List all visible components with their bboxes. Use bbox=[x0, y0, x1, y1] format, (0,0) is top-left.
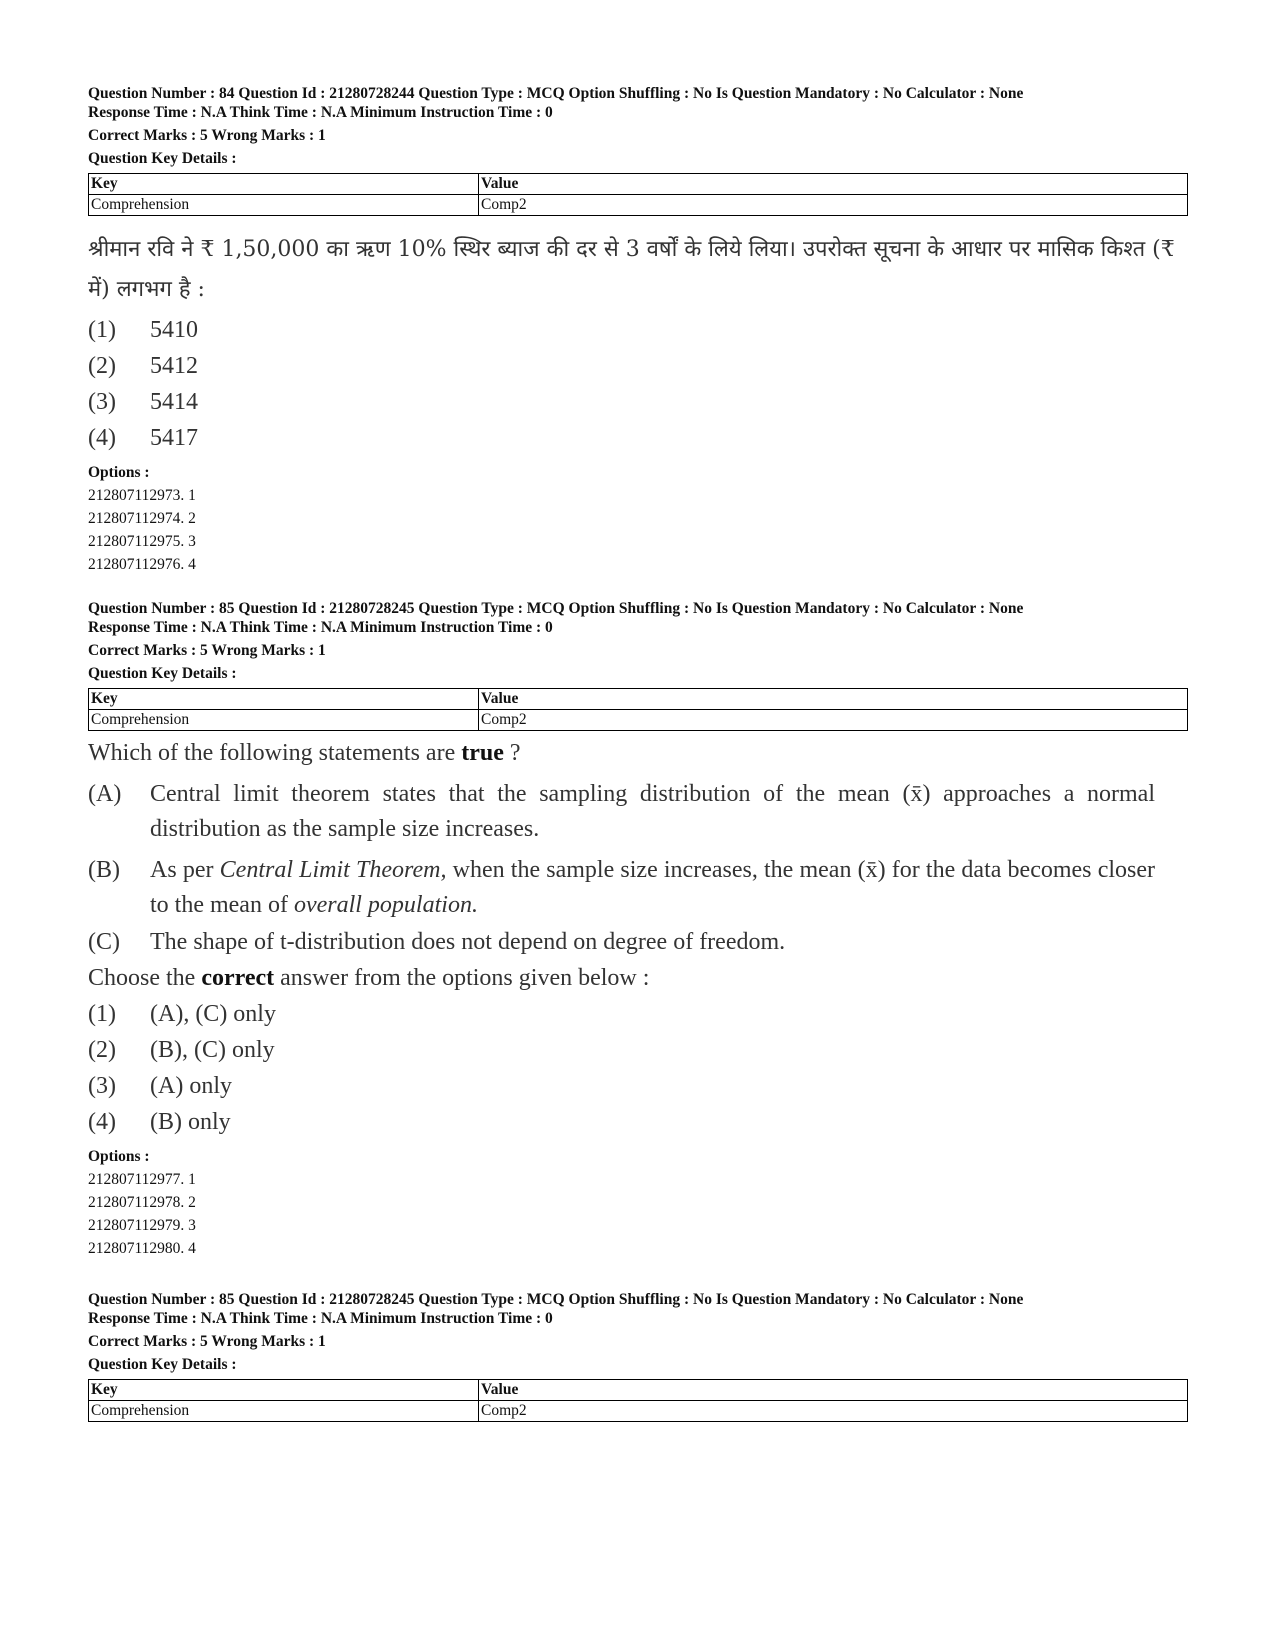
option-id: 212807112976. 4 bbox=[88, 556, 196, 573]
value-header: Value bbox=[479, 689, 1188, 710]
question-85-block bbox=[88, 599, 1188, 1260]
key-cell: Comprehension bbox=[89, 195, 479, 216]
marks-line: Correct Marks : 5 Wrong Marks : 1 bbox=[88, 1333, 326, 1350]
choice-text: (A) only bbox=[150, 1073, 232, 1099]
statement-text-part: As per bbox=[150, 857, 220, 883]
intro-text: Which of the following statements are bbox=[88, 740, 462, 766]
choice-number: (3) bbox=[88, 1073, 116, 1099]
option-id: 212807112978. 2 bbox=[88, 1194, 196, 1211]
choice-text: 5414 bbox=[150, 389, 198, 415]
marks-line: Correct Marks : 5 Wrong Marks : 1 bbox=[88, 642, 326, 659]
value-header: Value bbox=[479, 174, 1188, 195]
key-cell: Comprehension bbox=[89, 1401, 479, 1422]
choice-item bbox=[88, 348, 1188, 384]
statement-italic: Central Limit Theorem, bbox=[219, 857, 447, 883]
options-label: Options : bbox=[88, 464, 150, 481]
key-header: Key bbox=[89, 689, 479, 710]
response-time-line: Response Time : N.A Think Time : N.A Minimum Instruction Time : 0 bbox=[88, 104, 553, 121]
options-label: Options : bbox=[88, 1148, 150, 1165]
question-85-repeat-block bbox=[88, 1290, 1188, 1422]
option-id: 212807112975. 3 bbox=[88, 533, 196, 550]
key-value-table bbox=[88, 688, 1188, 731]
choice-item bbox=[88, 996, 1188, 1032]
statement-b bbox=[88, 853, 1188, 923]
question-84-block bbox=[88, 84, 1188, 576]
option-id: 212807112973. 1 bbox=[88, 487, 196, 504]
value-cell: Comp2 bbox=[479, 710, 1188, 731]
statement-c bbox=[88, 925, 1188, 960]
key-details-label: Question Key Details : bbox=[88, 1356, 237, 1373]
choice-number: (4) bbox=[88, 425, 116, 451]
question-meta-line: Question Number : 84 Question Id : 21280728244 Question Type : MCQ Option Shuffling : No Is Question Mandatory : No Calculator : None bbox=[88, 85, 1024, 102]
key-header: Key bbox=[89, 174, 479, 195]
statement-text-part: when the sample size increases, the mean (x̄) for the data becomes closer to the mean of bbox=[150, 857, 1155, 918]
choice-item bbox=[88, 1032, 1188, 1068]
intro-emphasis: true bbox=[461, 740, 504, 766]
statement-text bbox=[150, 853, 1155, 923]
choice-list bbox=[88, 996, 1188, 1140]
choice-text: 5410 bbox=[150, 317, 198, 343]
key-details-label: Question Key Details : bbox=[88, 665, 237, 682]
choice-item bbox=[88, 420, 1188, 456]
choice-item bbox=[88, 312, 1188, 348]
choice-text: (B) only bbox=[150, 1109, 231, 1135]
statement-text: Central limit theorem states that the sampling distribution of the mean (x̄) approaches a normal distribution as the sample size increases. bbox=[150, 781, 1155, 842]
choose-text: Choose the bbox=[88, 965, 202, 991]
response-time-line: Response Time : N.A Think Time : N.A Minimum Instruction Time : 0 bbox=[88, 619, 553, 636]
choice-item bbox=[88, 384, 1188, 420]
choice-text: (A), (C) only bbox=[150, 1001, 276, 1027]
choice-number: (3) bbox=[88, 389, 116, 415]
option-id: 212807112980. 4 bbox=[88, 1240, 196, 1257]
value-header: Value bbox=[479, 1380, 1188, 1401]
question-text: श्रीमान रवि ने ₹ 1,50,000 का ऋण 10% स्थिर ब्याज की दर से 3 वर्षों के लिये लिया। उपरोक्त सूचना के आधार पर मासिक किश्त (₹ में) लगभग है : bbox=[88, 237, 1175, 302]
question-meta-line: Question Number : 85 Question Id : 21280728245 Question Type : MCQ Option Shuffling : No Is Question Mandatory : No Calculator : None bbox=[88, 600, 1024, 617]
choose-emphasis: correct bbox=[201, 965, 275, 991]
key-details-label: Question Key Details : bbox=[88, 150, 237, 167]
statement-text: The shape of t-distribution does not depend on degree of freedom. bbox=[150, 929, 786, 955]
statement-label: (B) bbox=[88, 857, 120, 883]
choice-number: (4) bbox=[88, 1109, 116, 1135]
choice-number: (2) bbox=[88, 1037, 116, 1063]
intro-suffix: ? bbox=[503, 740, 521, 766]
key-cell: Comprehension bbox=[89, 710, 479, 731]
question-intro bbox=[88, 735, 1188, 771]
choice-number: (2) bbox=[88, 353, 116, 379]
choose-instruction bbox=[88, 960, 1188, 996]
value-cell: Comp2 bbox=[479, 195, 1188, 216]
choice-item bbox=[88, 1104, 1188, 1140]
choice-item bbox=[88, 1068, 1188, 1104]
choice-number: (1) bbox=[88, 1001, 116, 1027]
choice-text: 5412 bbox=[150, 353, 198, 379]
value-cell: Comp2 bbox=[479, 1401, 1188, 1422]
statement-a bbox=[88, 777, 1188, 847]
statement-italic: overall population. bbox=[293, 892, 478, 918]
choice-text: 5417 bbox=[150, 425, 198, 451]
option-id: 212807112974. 2 bbox=[88, 510, 196, 527]
option-id: 212807112979. 3 bbox=[88, 1217, 196, 1234]
statement-label: (C) bbox=[88, 929, 120, 955]
marks-line: Correct Marks : 5 Wrong Marks : 1 bbox=[88, 127, 326, 144]
key-header: Key bbox=[89, 1380, 479, 1401]
option-id: 212807112977. 1 bbox=[88, 1171, 196, 1188]
statement-label: (A) bbox=[88, 781, 122, 807]
response-time-line: Response Time : N.A Think Time : N.A Minimum Instruction Time : 0 bbox=[88, 1310, 553, 1327]
choice-number: (1) bbox=[88, 317, 116, 343]
key-value-table bbox=[88, 1379, 1188, 1422]
choice-text: (B), (C) only bbox=[150, 1037, 275, 1063]
key-value-table bbox=[88, 173, 1188, 216]
question-meta-line: Question Number : 85 Question Id : 21280728245 Question Type : MCQ Option Shuffling : No Is Question Mandatory : No Calculator : None bbox=[88, 1291, 1024, 1308]
choose-suffix: answer from the options given below : bbox=[274, 965, 650, 991]
choice-list bbox=[88, 312, 1188, 456]
